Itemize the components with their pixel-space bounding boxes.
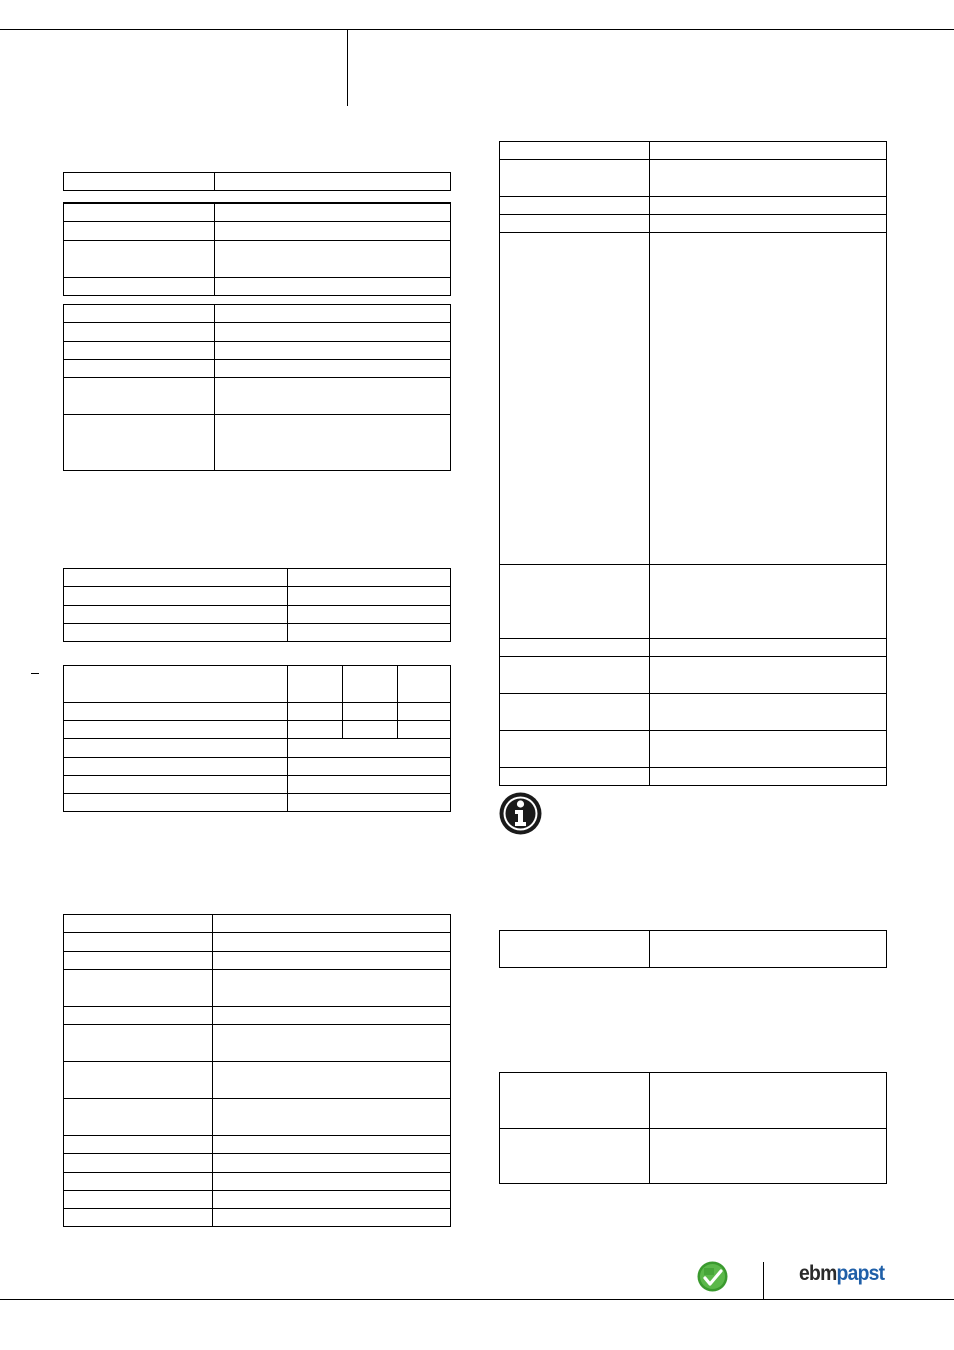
header-divider (347, 29, 348, 106)
table-row (64, 305, 451, 323)
left-table-5 (63, 665, 451, 812)
table-row (64, 378, 451, 415)
table-row (64, 758, 451, 776)
brand-logo (799, 1263, 884, 1284)
left-table-4 (63, 568, 451, 642)
table-row (64, 342, 451, 360)
table-row (500, 160, 887, 197)
table-row (64, 240, 451, 277)
left-table-2 (63, 202, 451, 296)
table-row (64, 739, 451, 758)
table-row (64, 1191, 451, 1209)
table-row (64, 203, 451, 221)
table-row (500, 565, 887, 639)
table-row (64, 1136, 451, 1154)
table-row (500, 197, 887, 215)
table-row (64, 721, 451, 739)
table-row (64, 360, 451, 378)
table-row (500, 931, 887, 968)
table-row (500, 768, 887, 786)
footer-divider (763, 1262, 764, 1299)
left-table-3 (63, 304, 451, 471)
header-rule (0, 29, 954, 30)
table-row (500, 142, 887, 160)
table-row (64, 703, 451, 721)
brand-logo-part2: papst (836, 1262, 885, 1285)
greentech-check-icon (697, 1261, 728, 1292)
info-icon (499, 792, 542, 835)
left-table-1 (63, 172, 451, 191)
table-row (64, 569, 451, 587)
table-row (64, 277, 451, 295)
table-row (64, 1025, 451, 1062)
table-row (64, 1099, 451, 1136)
table-row (64, 1173, 451, 1191)
margin-mark (31, 673, 39, 674)
table-row (64, 173, 451, 191)
table-row (64, 933, 451, 952)
left-table-6 (63, 914, 451, 1227)
table-row (64, 952, 451, 970)
table-row (500, 731, 887, 768)
table-row (64, 415, 451, 471)
table-row (64, 606, 451, 624)
table-row (64, 587, 451, 606)
table-row (64, 794, 451, 812)
table-row (64, 1209, 451, 1227)
right-table-3 (499, 1072, 887, 1184)
brand-logo-part1: ebm (799, 1262, 837, 1285)
table-row (64, 915, 451, 933)
right-table-2 (499, 930, 887, 968)
table-row (500, 215, 887, 233)
table-row (64, 1062, 451, 1099)
table-row (500, 1129, 887, 1184)
table-row (500, 639, 887, 657)
table-row (64, 1007, 451, 1025)
table-row (64, 776, 451, 794)
table-row (64, 323, 451, 342)
table-row (500, 657, 887, 694)
table-row (500, 1073, 887, 1129)
footer-rule (0, 1299, 954, 1300)
table-row (64, 666, 451, 703)
table-row (64, 970, 451, 1007)
table-row (64, 1154, 451, 1173)
right-table-1 (499, 141, 887, 786)
table-row (64, 624, 451, 642)
table-row (500, 233, 887, 565)
table-row (500, 694, 887, 731)
table-row (64, 221, 451, 240)
